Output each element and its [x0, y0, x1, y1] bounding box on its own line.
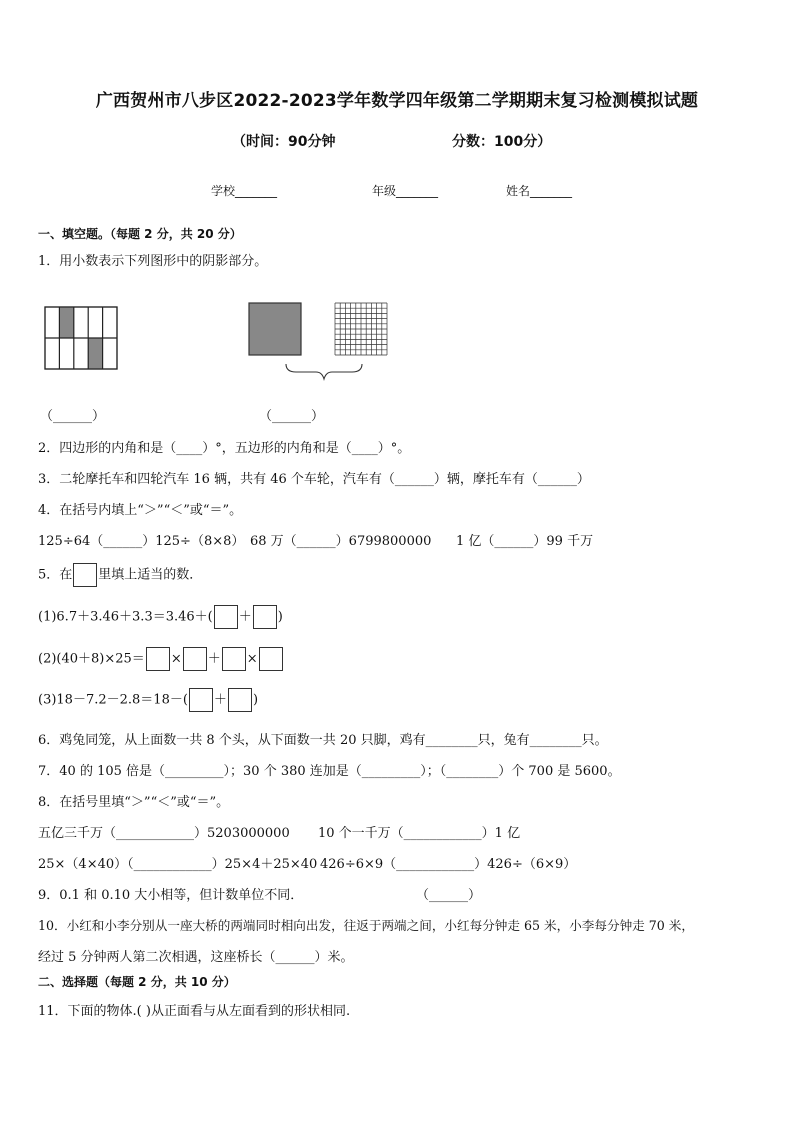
question-6: 6．鸡兔同笼，从上面数一共 8 个头，从下面数一共 20 只脚，鸡有________只，兔有________只。 — [38, 733, 608, 748]
name-field[interactable]: 姓名_______ — [506, 184, 573, 198]
q5-post: 里填上适当的数． — [98, 567, 203, 583]
shaded-square-figure — [248, 302, 302, 356]
question-10-line-1: 10．小红和小李分别从一座大桥的两端同时相向出发，往返于两端之间，小红每分钟走 65 米，小李每分钟走 70 米， — [38, 918, 694, 933]
section-heading-choice: 二、选择题（每题 2 分，共 10 分） — [38, 975, 236, 989]
brace-icon — [284, 362, 364, 382]
q5-r2-expr: (2)(40＋8)×25＝ — [38, 651, 145, 667]
page-title: 广西贺州市八步区2022-2023学年数学四年级第二学期期末复习检测模拟试题 — [95, 91, 699, 111]
q1-blank-a[interactable]: （______） — [40, 409, 106, 424]
question-10-line-2: 经过 5 分钟两人第二次相遇，这座桥长（______）米。 — [38, 950, 354, 965]
q5-r3-op: ＋ — [213, 692, 227, 708]
q5-r2-op1: × — [170, 651, 182, 667]
q9-blank[interactable]: （______） — [416, 888, 482, 903]
q5-r1-op: ＋ — [238, 609, 252, 625]
question-5 — [38, 563, 202, 587]
question-3: 3．二轮摩托车和四轮汽车 16 辆，共有 46 个车轮，汽车有（______）辆，摩托车有（______） — [38, 472, 590, 487]
q8-item-a: 五亿三千万（____________）5203000000 — [38, 826, 290, 841]
q5-row-3 — [38, 688, 258, 712]
answer-box[interactable] — [253, 605, 277, 629]
question-9: 9．0.1 和 0.10 大小相等，但计数单位不同． — [38, 888, 304, 903]
answer-box-sample — [73, 563, 97, 587]
q5-row-1 — [38, 605, 283, 629]
answer-box[interactable] — [222, 647, 246, 671]
q5-r2-op2: ＋ — [207, 651, 221, 667]
q4-item-c: 1 亿（______）99 千万 — [456, 534, 594, 549]
hundred-grid-figure — [334, 302, 388, 356]
question-7: 7．40 的 105 倍是（_________）；30 个 380 连加是（_________）；（________）个 700 是 5600。 — [38, 764, 621, 779]
answer-box[interactable] — [189, 688, 213, 712]
answer-box[interactable] — [259, 647, 283, 671]
section-heading-fill-blank: 一、填空题。（每题 2 分，共 20 分） — [38, 227, 242, 241]
exam-time: （时间：90分钟 — [232, 134, 336, 150]
q5-r2-op3: × — [246, 651, 258, 667]
q5-pre: 5．在 — [38, 567, 73, 583]
answer-box[interactable] — [228, 688, 252, 712]
question-8: 8．在括号里填“＞”“＜”或“＝”。 — [38, 795, 230, 810]
school-field[interactable]: 学校_______ — [211, 184, 278, 198]
question-11: 11．下面的物体.( )从正面看与从左面看到的形状相同. — [38, 1004, 351, 1019]
q8-item-d: 426÷6×9（____________）426÷（6×9） — [320, 857, 577, 872]
q8-item-b: 10 个一千万（____________）1 亿 — [318, 826, 521, 841]
q8-item-c: 25×（4×40）（____________）25×4＋25×40 — [38, 857, 318, 872]
exam-score: 分数：100分） — [452, 134, 552, 150]
answer-box[interactable] — [214, 605, 238, 629]
q5-row-2 — [38, 647, 284, 671]
question-1: 1．用小数表示下列图形中的阴影部分。 — [38, 254, 268, 269]
question-2: 2．四边形的内角和是（____）°，五边形的内角和是（____）°。 — [38, 441, 411, 456]
grade-field[interactable]: 年级_______ — [372, 184, 439, 198]
q5-r3-close: ) — [252, 692, 259, 708]
shaded-grid-figure — [44, 306, 118, 370]
q1-blank-b[interactable]: （______） — [259, 409, 325, 424]
question-4: 4．在括号内填上“＞”“＜”或“＝”。 — [38, 503, 243, 518]
q5-r1-close: ) — [277, 609, 283, 625]
q4-item-a: 125÷64（______）125÷（8×8） — [38, 534, 245, 549]
q5-r3-expr: (3)18－7.2－2.8＝18－( — [38, 692, 188, 708]
q5-r1-expr: (1)6.7＋3.46＋3.3＝3.46＋( — [38, 609, 213, 625]
answer-box[interactable] — [146, 647, 170, 671]
q4-item-b: 68 万（______）6799800000 — [250, 534, 432, 549]
answer-box[interactable] — [183, 647, 207, 671]
